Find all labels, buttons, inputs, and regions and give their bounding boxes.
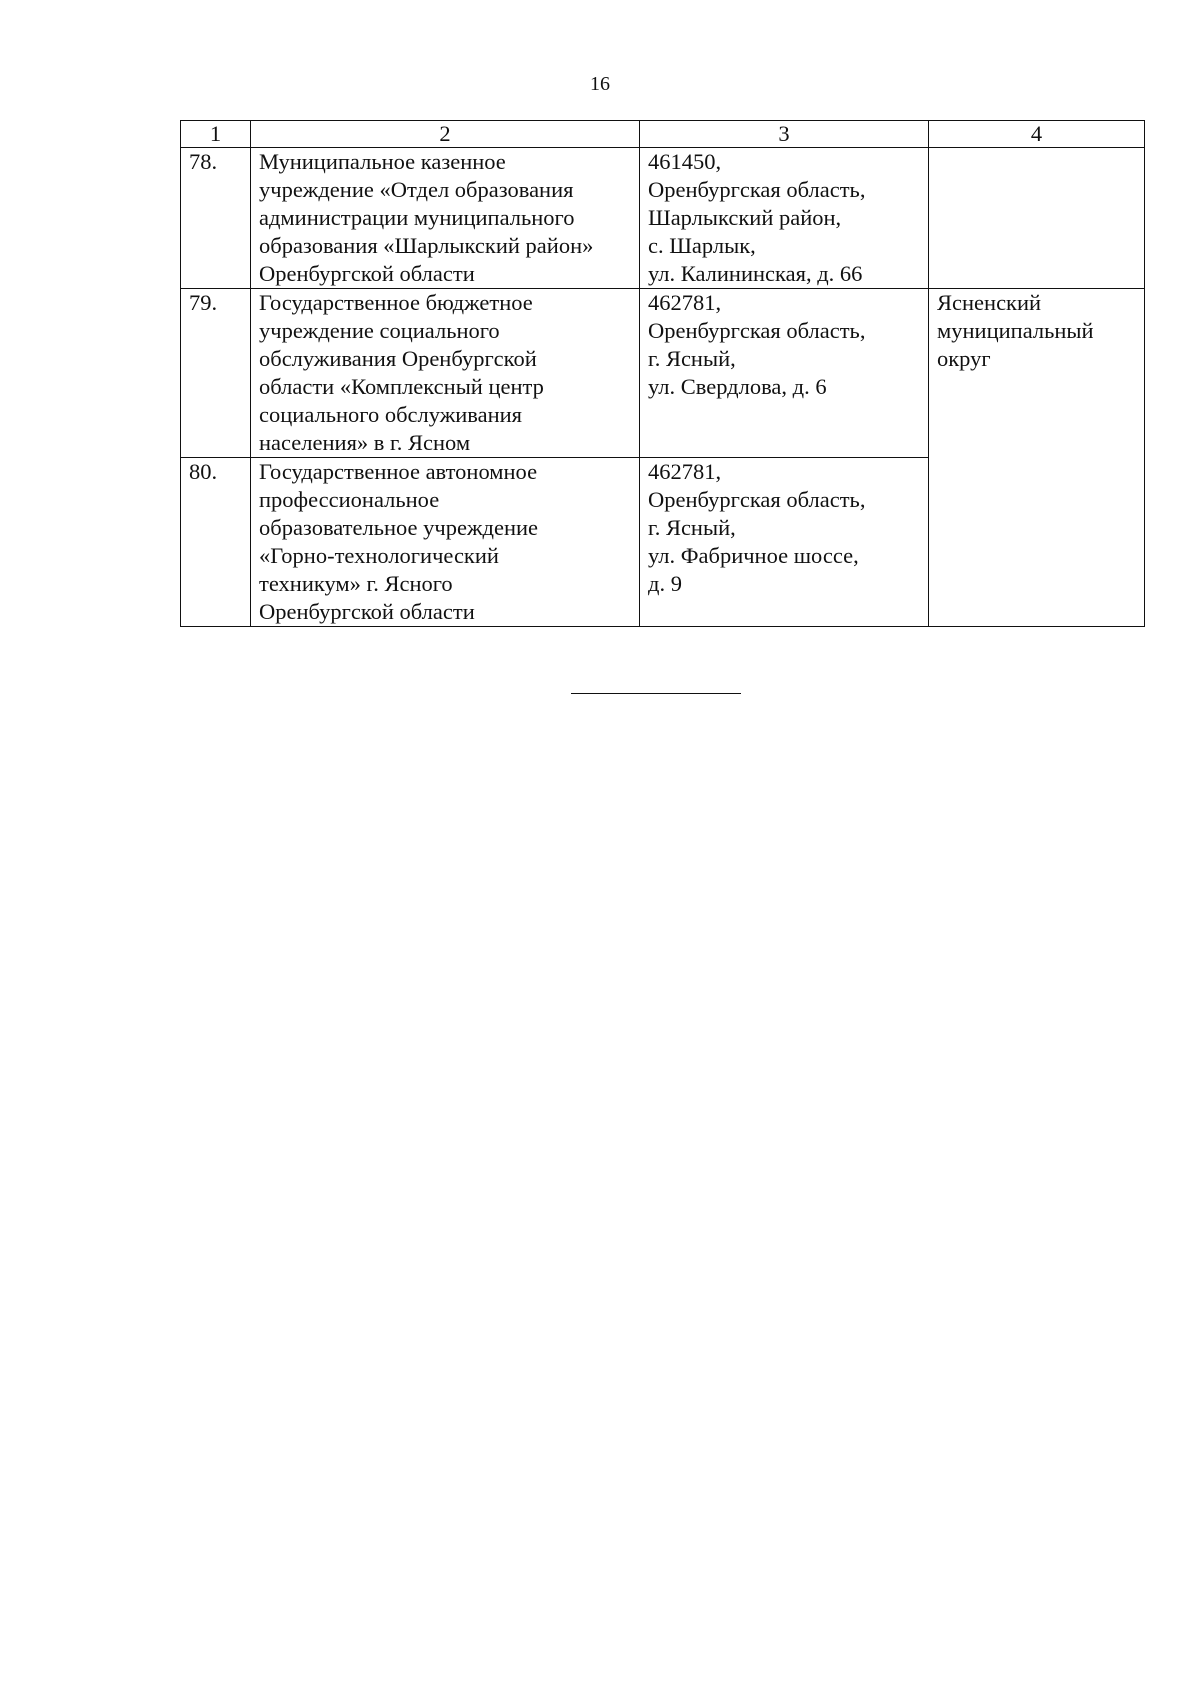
header-cell-4: 4 (929, 121, 1145, 148)
institution-name (251, 458, 640, 627)
address-line: Оренбургская область, (648, 318, 866, 343)
table-header-row (181, 121, 1145, 148)
address-line: 461450, (648, 149, 722, 174)
name-line: Оренбургской области (259, 599, 475, 624)
name-line: образования «Шарлыкский район» (259, 233, 594, 258)
institution-address (640, 289, 929, 458)
page-number: 16 (590, 73, 610, 95)
table-row (181, 289, 1145, 458)
name-line: техникум» г. Ясного (259, 571, 453, 596)
address-line: г. Ясный, (648, 346, 736, 371)
address-line: Шарлыкский район, (648, 205, 842, 230)
name-line: администрации муниципального (259, 205, 575, 230)
row-number: 79. (181, 289, 251, 458)
name-line: учреждение социального (259, 318, 500, 343)
header-cell-2: 2 (251, 121, 640, 148)
name-line: профессиональное (259, 487, 440, 512)
address-line: 462781, (648, 290, 722, 315)
name-line: социального обслуживания (259, 402, 523, 427)
row-number: 78. (181, 148, 251, 289)
name-line: Государственное автономное (259, 459, 538, 484)
address-line: д. 9 (648, 571, 682, 596)
name-line: Оренбургской области (259, 261, 475, 286)
district-line: Ясненский (937, 290, 1042, 315)
name-line: учреждение «Отдел образования (259, 177, 574, 202)
institution-address (640, 458, 929, 627)
district-cell (929, 289, 1145, 627)
address-line: 462781, (648, 459, 722, 484)
address-line: с. Шарлык, (648, 233, 756, 258)
address-line: Оренбургская область, (648, 487, 866, 512)
institution-name (251, 148, 640, 289)
institutions-table (180, 120, 1145, 627)
row-number: 80. (181, 458, 251, 627)
address-line: ул. Свердлова, д. 6 (648, 374, 827, 399)
header-cell-1: 1 (181, 121, 251, 148)
name-line: области «Комплексный центр (259, 374, 544, 399)
name-line: обслуживания Оренбургской (259, 346, 537, 371)
district-line: муниципальный (937, 318, 1094, 343)
name-line: образовательное учреждение (259, 515, 539, 540)
institution-name (251, 289, 640, 458)
name-line: Государственное бюджетное (259, 290, 533, 315)
header-cell-3: 3 (640, 121, 929, 148)
table-row (181, 148, 1145, 289)
institution-address (640, 148, 929, 289)
address-line: ул. Калининская, д. 66 (648, 261, 863, 286)
name-line: «Горно-технологический (259, 543, 499, 568)
address-line: г. Ясный, (648, 515, 736, 540)
end-of-document-rule (571, 693, 741, 694)
name-line: Муниципальное казенное (259, 149, 506, 174)
address-line: ул. Фабричное шоссе, (648, 543, 859, 568)
name-line: населения» в г. Ясном (259, 430, 471, 455)
district-line: округ (937, 346, 991, 371)
address-line: Оренбургская область, (648, 177, 866, 202)
district-cell-empty (929, 148, 1145, 289)
